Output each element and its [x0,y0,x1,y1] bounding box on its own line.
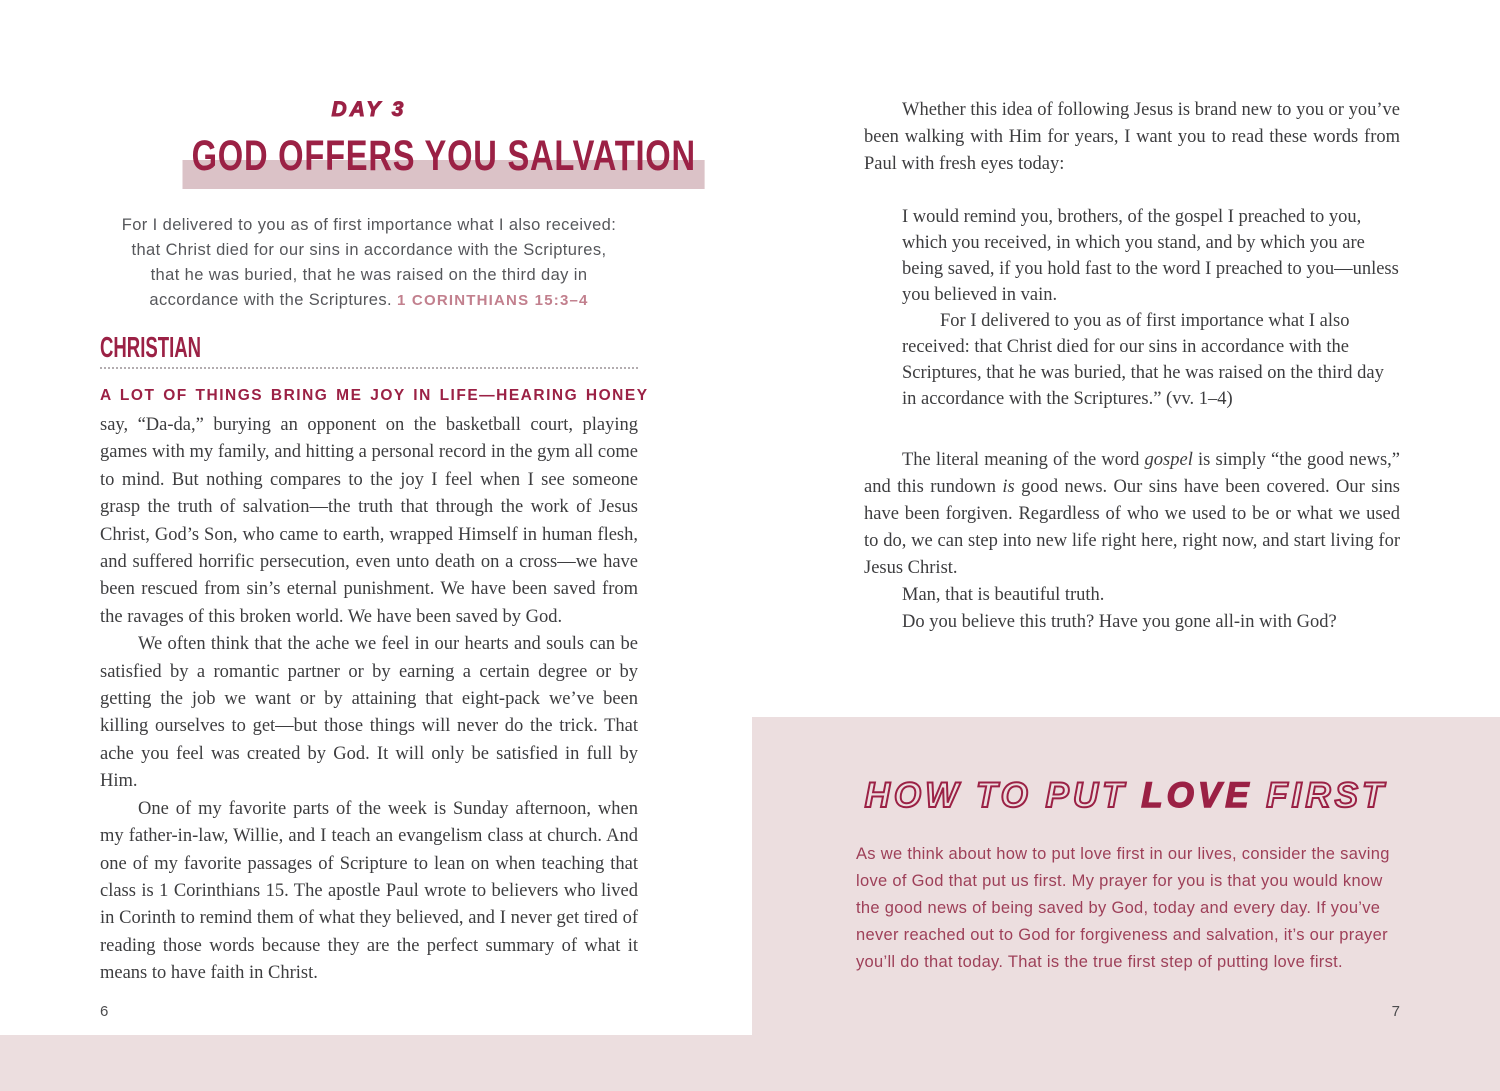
blockquote-paragraph: For I delivered to you as of first importance what I also received: that Christ died for our sins in accordance with the Scriptures, that he was buried, that he was raised on the third day in accordance with the Scriptures.” (vv. 1–4) [902,311,1384,409]
lead-in-line: A LOT OF THINGS BRING ME JOY IN LIFE—HEARING HONEY [100,387,649,404]
body-paragraph: say, “Da-da,” burying an opponent on the basketball court, playing games with my family, and hitting a personal record in the gym all come to mind. But nothing compares to the joy I feel when I see someone grasp the truth of salvation—the truth that through the work of Jesus Christ, God’s Son, who came to earth, wrapped Himself in human flesh, and suffered horrific persecution, even unto death on a cross—we have been rescued from sin’s eternal punishment. We have been saved from the ravages of this broken world. We have been saved by God. [100,415,638,627]
epigraph-line: For I delivered to you as of first importance what I also received: [121,216,617,234]
epigraph-last-line [100,288,638,313]
bottom-pink-strip [0,1035,752,1091]
page-number-right: 7 [1391,1003,1400,1020]
scripture-reference: 1 CORINTHIANS 15:3–4 [397,292,589,309]
body-paragraph: Do you believe this truth? Have you gone all-in with God? [902,612,1337,632]
chapter-title-wrap [100,132,696,189]
chapter-title: GOD OFFERS YOU SALVATION [182,135,704,189]
love-first-callout [752,717,1500,1091]
body-paragraph: Whether this idea of following Jesus is brand new to you or you’ve been walking with Him for years, I want you to read these words from Paul with fresh eyes today: [864,100,1400,174]
epigraph-line-text: accordance with the Scriptures. [149,291,398,309]
scripture-epigraph [100,213,638,313]
page-number-left: 6 [100,1003,109,1020]
body-paragraph: One of my favorite parts of the week is Sunday afternoon, when my father-in-law, Willie, and I teach an evangelism class at church. And one of my favorite passages of Scripture to lean on when teaching that class is 1 Corinthians 15. The apostle Paul wrote to believers who lived in Corinth to remind them of what they believed, and I never get tired of reading those words because they are the perfect summary of what it means to have faith in Christ. [100,798,638,984]
left-page-column [100,98,696,988]
body-paragraph: The literal meaning of the word gospel is simply “the good news,” and this rundown is good news. Our sins have been covered. Our sins have been forgiven. Regardless of who we used to be or what we used to do, we can step into new life right here, right now, and start living for Jesus Christ. [864,450,1401,578]
day-kicker: DAY 3 [331,98,407,121]
body-paragraph: We often think that the ache we feel in our hearts and souls can be satisfied by a romantic partner or by earning a certain degree or by getting the job we want or by attaining that eight-pack we’ve been killing ourselves to get—but those things will never do the trick. That ache you feel was created by God. It will only be satisfied in full by Him. [100,634,638,792]
body-paragraph: Man, that is beautiful truth. [902,585,1105,605]
section-heading: CHRISTIAN [100,332,202,364]
epigraph-line: that Christ died for our sins in accordance with the Scriptures, [131,241,607,259]
dotted-divider [100,367,638,369]
epigraph-line: that he was buried, that he was raised on the third day in [150,266,588,284]
callout-title: HOW TO PUT LOVE FIRST [864,776,1388,815]
scripture-blockquote [902,204,1400,412]
blockquote-paragraph: I would remind you, brothers, of the gospel I preached to you, which you received, in which you stand, and by which you are being saved, if you hold fast to the word I preached to you—unless you believed in vain. [902,207,1399,305]
callout-body: As we think about how to put love first in our lives, consider the saving love of God that put us first. My prayer for you is that you would know the good news of being saved by God, today and every day. If you’ve never reached out to God for forgiveness and salvation, it’s our prayer you’ll do that today. That is the true first step of putting love first. [856,845,1390,971]
right-page-column [864,97,1400,636]
